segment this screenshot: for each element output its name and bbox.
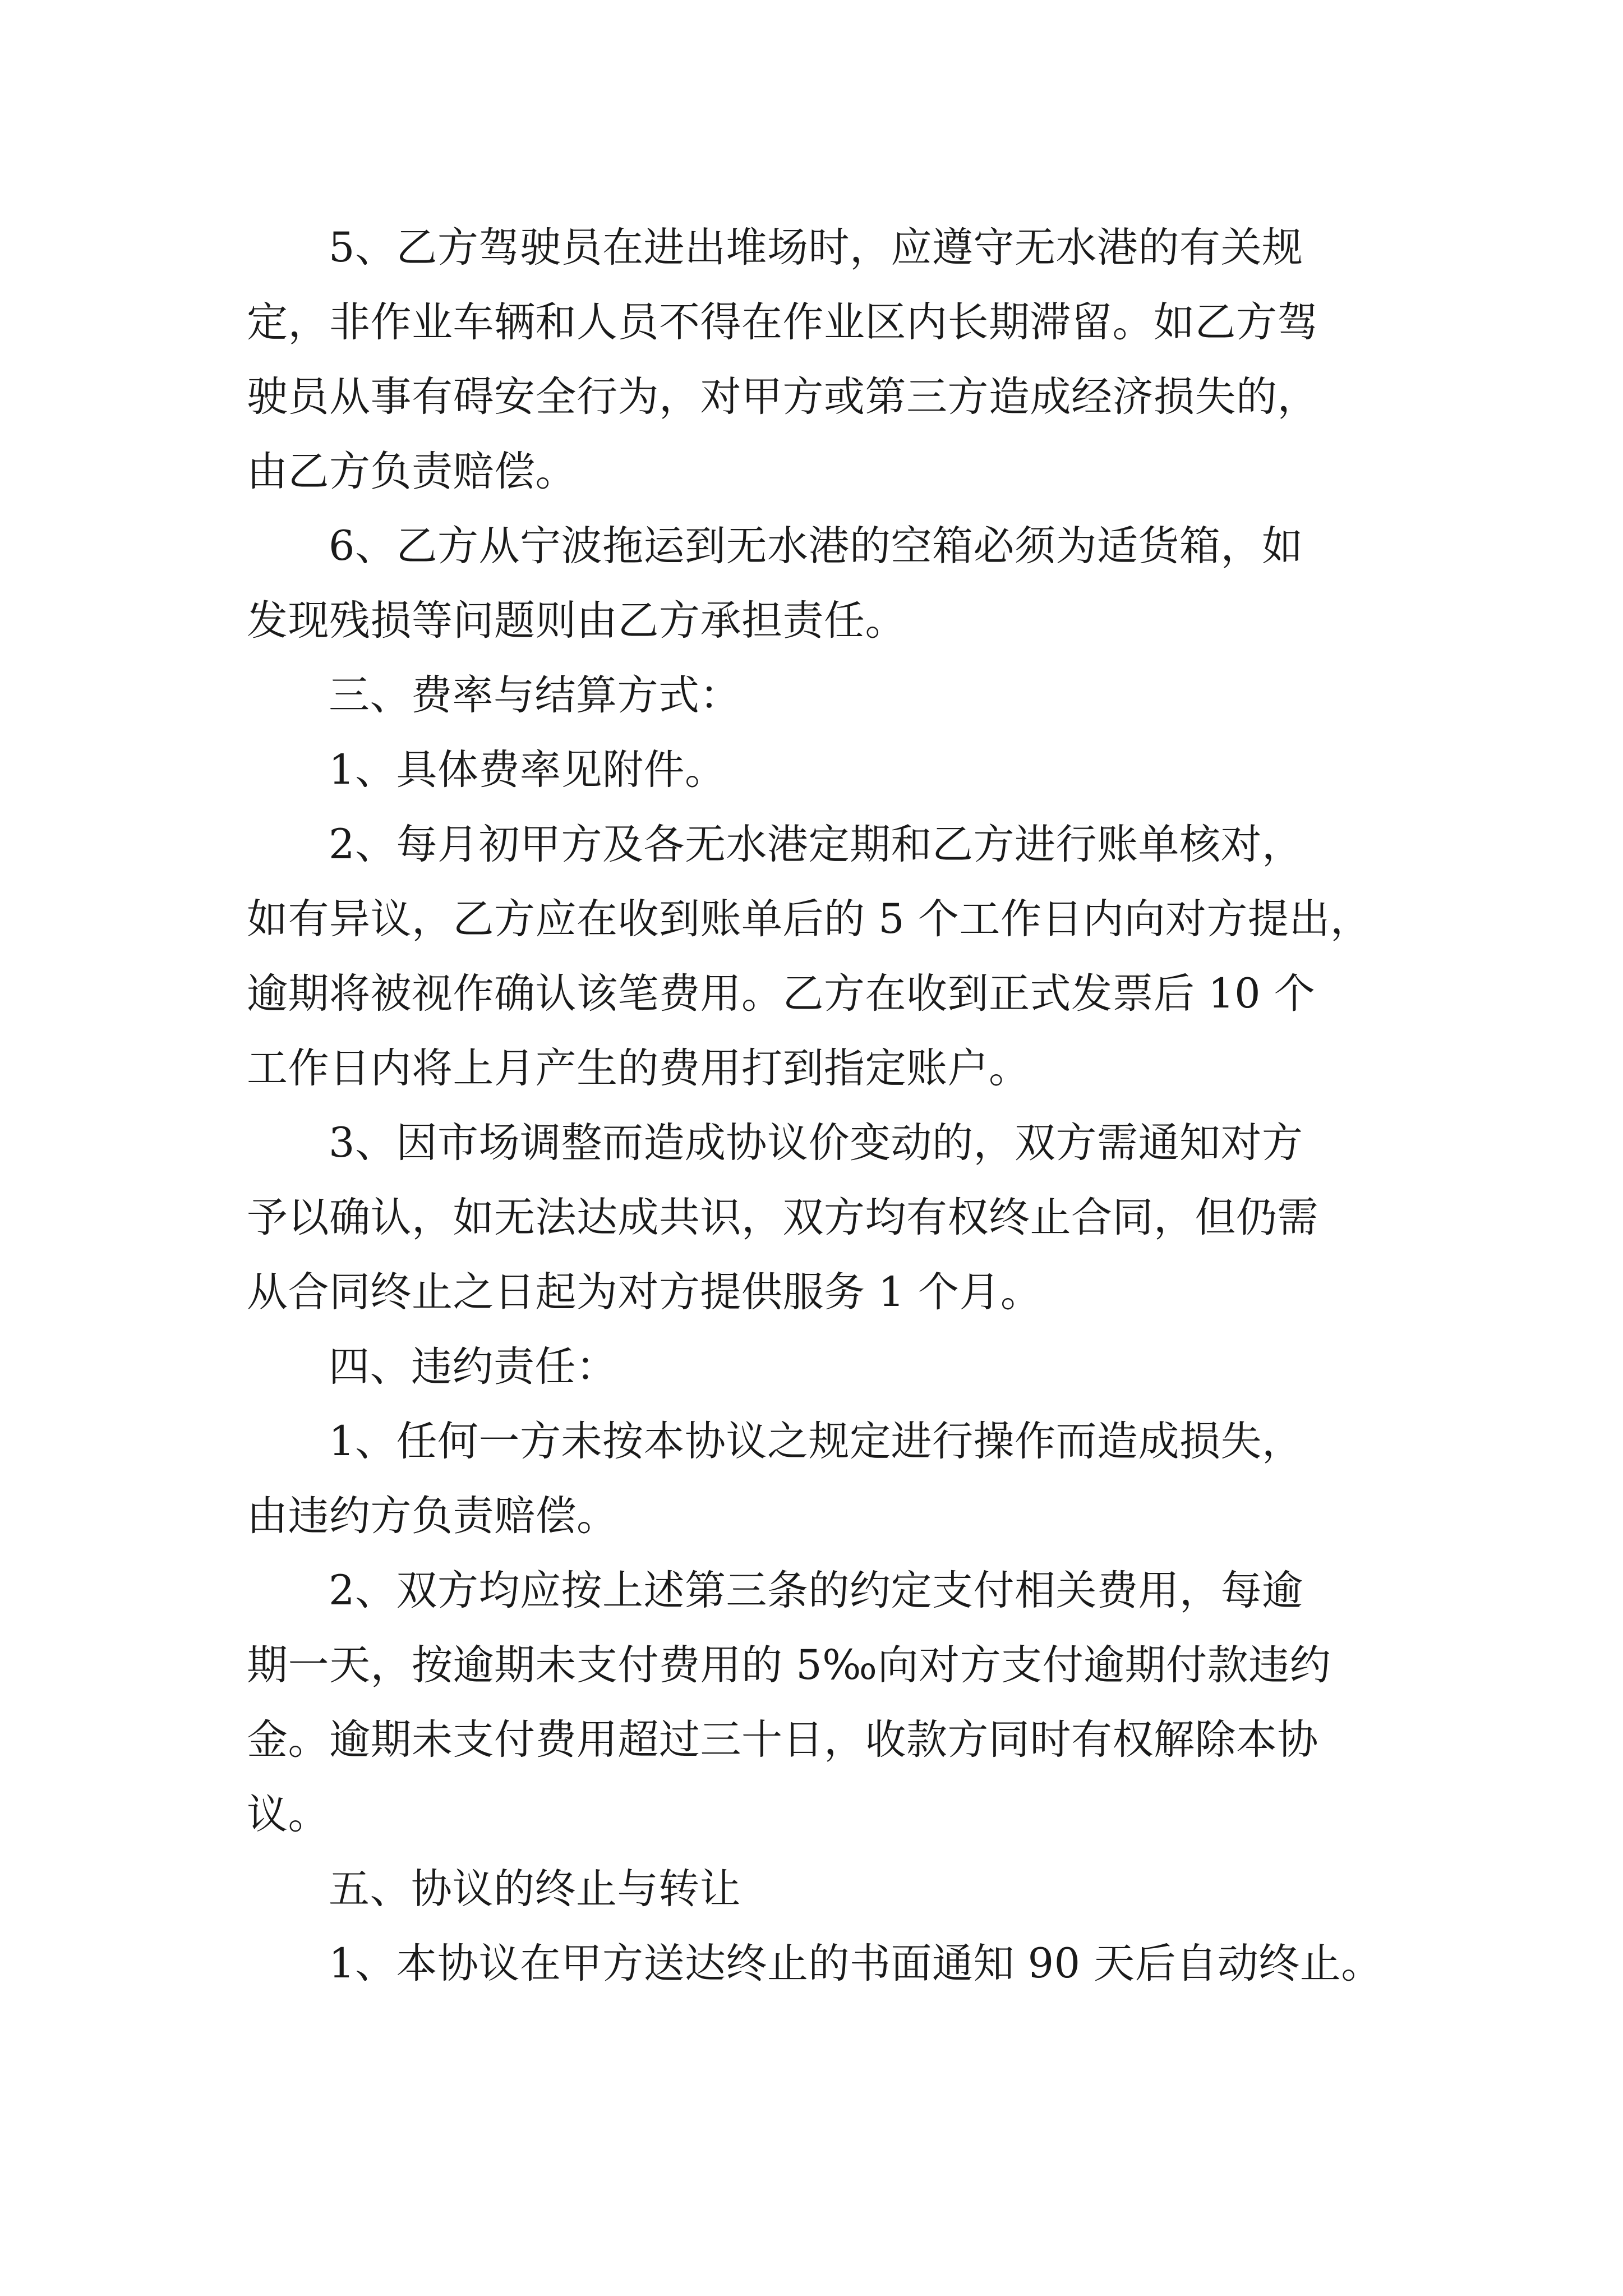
document-body <box>247 210 1402 2001</box>
section-heading-termination: 五、协议的终止与转让 <box>329 1865 741 1913</box>
section-heading-liability: 四、违约责任： <box>329 1343 617 1391</box>
clause-3-3-price-change: 3、因市场调整而造成协议价变动的，双方需通知对方 予以确认，如无法达成共识，双方均有权终止合同，但仍需 从合同终止之日起为对方提供服务 1 个月。 <box>247 1119 1318 1316</box>
clause-2-6-empty-containers: 6、乙方从宁波拖运到无水港的空箱必须为适货箱，如 发现残损等问题则由乙方承担责任。 <box>247 522 1303 645</box>
clause-4-2-late-payment: 2、双方均应按上述第三条的约定支付相关费用，每逾 期一天，按逾期未支付费用的 5‰向对方支付逾期付款违约 金。逾期未支付费用超过三十日，收款方同时有权解除本协 议。 <box>247 1567 1331 1838</box>
clause-2-5-driver-rules: 5、乙方驾驶员在进出堆场时，应遵守无水港的有关规 定，非作业车辆和人员不得在作业区内长期滞留。如乙方驾 驶员从事有碍安全行为，对甲方或第三方造成经济损失的， 由乙方负责赔偿。 <box>247 224 1318 495</box>
clause-5-1-termination-notice: 1、本协议在甲方送达终止的书面通知 90 天后自动终止。 <box>329 1940 1382 1987</box>
clause-3-1-rates: 1、具体费率见附件。 <box>329 746 726 794</box>
section-heading-rates-settlement: 三、费率与结算方式： <box>329 671 741 719</box>
clause-3-2-billing: 2、每月初甲方及各无水港定期和乙方进行账单核对， 如有异议，乙方应在收到账单后的 5 个工作日内向对方提出， 逾期将被视作确认该笔费用。乙方在收到正式发票后 10 个 工作日内将上月产生的费用打到指定账户。 <box>247 821 1372 1092</box>
clause-4-1-losses: 1、任何一方未按本协议之规定进行操作而造成损失， 由违约方负责赔偿。 <box>247 1418 1303 1540</box>
